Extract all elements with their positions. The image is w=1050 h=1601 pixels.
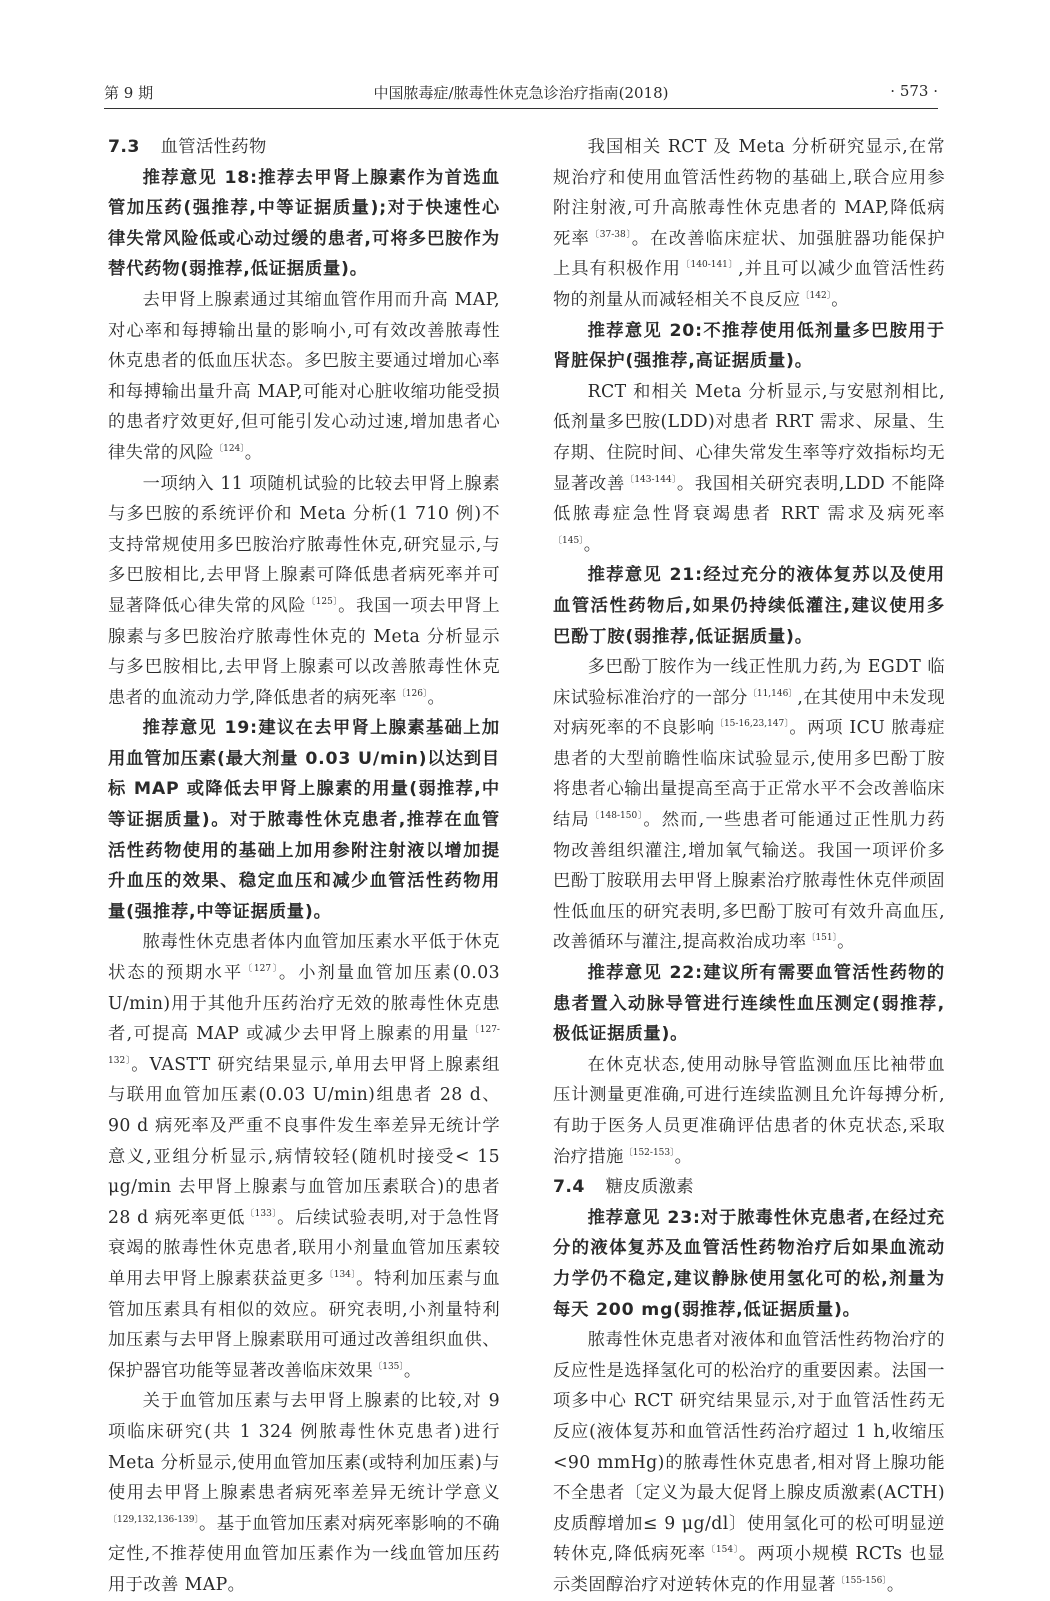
paragraph-text: 。然而,一些患者可能通过正性肌力药物改善组织灌注,增加氧气输送。我国一项评价多巴酚丁胺联用去甲肾上腺素治疗脓毒性休克伴顽固性低血压的研究表明,多巴酚丁胺可有效升高血压,改善循环与灌注,提高救治成功率 — [553, 810, 945, 953]
citation: 〔125〕 — [306, 596, 339, 607]
paragraph-text: 。在改善临床症状、加强脏器功能保护上具有积极作用 — [553, 228, 945, 280]
paragraph-text: 我国相关 RCT 及 Meta 分析研究显示,在常规治疗和使用血管活性药物的基础上,联合应用参附注射液,可升高脓毒性休克患者的 MAP,降低病死率 — [553, 137, 945, 249]
paragraph — [553, 1050, 945, 1172]
citation: 〔135〕 — [373, 1361, 404, 1372]
paragraph-text: 关于血管加压素与去甲肾上腺素的比较,对 9 项临床研究(共 1 324 例脓毒性休克患者)进行 Meta 分析显示,使用血管加压素(或特利加压素)与使用去甲肾上腺素患者病死率差异无统计学意义 — [108, 1391, 500, 1504]
paragraph-text: 。 — [831, 289, 849, 310]
paragraph-text: 。 — [244, 442, 263, 463]
citation: 〔15-16,23,147〕 — [714, 719, 790, 730]
paragraph-text: 。 — [427, 687, 446, 708]
citation: 〔145〕 — [553, 535, 584, 546]
paragraph — [553, 132, 945, 316]
paragraph — [553, 377, 945, 561]
paragraph-text: 脓毒性休克患者体内血管加压素水平低于休克状态的预期水平 — [108, 932, 500, 984]
paragraph-text: 。 — [837, 932, 855, 953]
paragraph-text: ,在其使用中未发现对病死率的不良影响 — [553, 687, 946, 739]
citation: 〔127〕 — [243, 964, 279, 975]
paragraph-text: 。 — [886, 1574, 905, 1595]
paragraph — [108, 469, 500, 714]
recommendation-22: 推荐意见 22:建议所有需要血管活性药物的患者置入动脉导管进行连续性血压测定(弱推荐,极低证据质量)。 — [553, 963, 945, 1045]
section-number: 7.4 — [553, 1177, 585, 1198]
citation: 〔129,132,136-139〕 — [108, 1514, 200, 1525]
issue-label: 第 9 期 — [104, 84, 154, 102]
citation: 〔155-156〕 — [835, 1575, 887, 1586]
paragraph-text: 脓毒性休克患者对液体和血管活性药物治疗的反应性是选择氢化可的松治疗的重要因素。法国一项多中心 RCT 研究结果显示,对于血管活性药无反应(液体复苏和血管活性药治疗超过 1 h,收缩压<90 mmHg)的脓毒性休克患者,相对肾上腺功能不全患者〔定义为最大促肾上腺皮质激素(ACTH)皮质醇增加≤ 9 μg/dl〕使用氢化可的松可明显逆转休克,降低病死率 — [553, 1330, 945, 1565]
paragraph-text: 。 — [583, 534, 602, 555]
right-column — [553, 132, 945, 1601]
section-number: 7.3 — [108, 137, 140, 157]
recommendation-20: 推荐意见 20:不推荐使用低剂量多巴胺用于肾脏保护(强推荐,高证据质量)。 — [553, 320, 945, 372]
paragraph-text: 一项纳入 11 项随机试验的比较去甲肾上腺素与多巴胺的系统评价和 Meta 分析(1 710 例)不支持常规使用多巴胺治疗脓毒性休克,研究显示,与多巴胺相比,去甲肾上腺素可降低患者病死率并可显著降低心律失常的风险 — [108, 473, 500, 616]
paragraph-text: ,并且可以减少血管活性药物的剂量从而减轻相关不良反应 — [553, 259, 946, 310]
journal-title: 中国脓毒症/脓毒性休克急诊治疗指南(2018) — [373, 84, 669, 102]
citation: 〔142〕 — [800, 290, 832, 301]
paragraph-text: 在休克状态,使用动脉导管监测血压比袖带血压计测量更准确,可进行连续监测且允许每搏分析,有助于医务人员更准确评估患者的休克状态,采取治疗措施 — [553, 1054, 945, 1167]
paragraph-text: 。两项 ICU 脓毒症患者的大型前瞻性临床试验显示,使用多巴酚丁胺将患者心输出量提高至高于正常水平不会改善临床结局 — [553, 718, 945, 831]
running-header — [104, 78, 938, 109]
paragraph — [553, 1325, 945, 1600]
citation: 〔152-153〕 — [623, 1147, 675, 1158]
paragraph-text: 。VASTT 研究结果显示,单用去甲肾上腺素组与联用血管加压素(0.03 U/min)组患者 28 d、90 d 病死率及严重不良事件发生率差异无统计学意义,亚组分析显示,病情较轻(随机时接受< 15 μg/min 去甲肾上腺素与血管加压素联合)的患者 28 d 病死率更低 — [108, 1054, 500, 1228]
citation: 〔148-150〕 — [589, 811, 644, 822]
paragraph-text: 。两项小规模 RCTs 也显示类固醇治疗对逆转休克的作用显著 — [553, 1544, 946, 1595]
citation: 〔140-141〕 — [680, 260, 739, 271]
paragraph-text: 。我国相关研究表明,LDD 不能降低脓毒症急性肾衰竭患者 RRT 需求及病死率 — [553, 473, 945, 525]
section-title: 糖皮质激素 — [605, 1177, 694, 1198]
paragraph-text: 。基于血管加压素对病死率影响的不确定性,不推荐使用血管加压素作为一线血管加压药用于改善 MAP。 — [108, 1513, 500, 1595]
recommendation-19: 推荐意见 19:建议在去甲肾上腺素基础上加用血管加压素(最大剂量 0.03 U/min)以达到目标 MAP 或降低去甲肾上腺素的用量(弱推荐,中等证据质量)。对于脓毒性休克患者,推荐在血管活性药物使用的基础上加用参附注射液以增加提升血压的效果、稳定血压和减少血管活性药物用量(强推荐,中等证据质量)。 — [108, 718, 500, 922]
paragraph-text: 。后续试验表明,对于急性肾衰竭的脓毒性休克患者,联用小剂量血管加压素较单用去甲肾上腺素获益更多 — [108, 1207, 500, 1289]
paragraph-text: 。 — [403, 1360, 422, 1381]
citation: 〔134〕 — [324, 1269, 357, 1280]
paragraph-text: 。特利加压素与血管加压素具有相似的效应。研究表明,小剂量特利加压素与去甲肾上腺素联用可通过改善组织血供、保护器官功能等显著改善临床效果 — [108, 1268, 501, 1381]
paragraph-text: RCT 和相关 Meta 分析显示,与安慰剂相比,低剂量多巴胺(LDD)对患者 RRT 需求、尿量、生存期、住院时间、心律失常发生率等疗效指标均无显著改善 — [553, 381, 945, 494]
paragraph — [553, 652, 945, 958]
paragraph — [108, 285, 500, 469]
citation: 〔124〕 — [214, 443, 245, 454]
paragraph — [108, 1386, 500, 1600]
citation: 〔143-144〕 — [625, 474, 677, 485]
citation: 〔133〕 — [245, 1208, 278, 1219]
citation: 〔154〕 — [706, 1545, 739, 1556]
recommendation-23: 推荐意见 23:对于脓毒性休克患者,在经过充分的液体复苏及血管活性药物治疗后如果血流动力学仍不稳定,建议静脉使用氢化可的松,剂量为每天 200 mg(弱推荐,低证据质量)。 — [553, 1207, 945, 1320]
recommendation-18: 推荐意见 18:推荐去甲肾上腺素作为首选血管加压药(强推荐,中等证据质量);对于快速性心律失常风险低或心动过缓的患者,可将多巴胺作为替代药物(弱推荐,低证据质量)。 — [108, 167, 500, 280]
paragraph-text: 。我国一项去甲肾上腺素与多巴胺治疗脓毒性休克的 Meta 分析显示与多巴胺相比,去甲肾上腺素可以改善脓毒性休克患者的血流动力学,降低患者的病死率 — [108, 595, 500, 708]
citation: 〔151〕 — [806, 933, 838, 944]
section-heading-7-3 — [108, 132, 500, 163]
section-title: 血管活性药物 — [160, 137, 267, 157]
citation: 〔126〕 — [396, 688, 428, 699]
paragraph-text: 去甲肾上腺素通过其缩血管作用而升高 MAP,对心率和每搏输出量的影响小,可有效改善脓毒性休克患者的低血压状态。多巴胺主要通过增加心率和每搏输出量升高 MAP,可能对心脏收缩功能受损的患者疗效更好,但可能引发心动过速,增加患者心律失常的风险 — [108, 289, 500, 463]
page-number: · 573 · — [890, 82, 938, 100]
paragraph-text: 。 — [674, 1146, 693, 1167]
paragraph-text: 多巴酚丁胺作为一线正性肌力药,为 EGDT 临床试验标准治疗的一部分 — [553, 657, 945, 708]
paragraph-text: 。小剂量血管加压素(0.03 U/min)用于其他升压药治疗无效的脓毒性休克患者,可提高 MAP 或减少去甲肾上腺素的用量 — [108, 963, 500, 1045]
left-column — [108, 132, 500, 1601]
citation: 〔127-132〕 — [108, 1025, 500, 1066]
citation: 〔11,146〕 — [747, 688, 798, 699]
paragraph — [108, 927, 500, 1386]
recommendation-21: 推荐意见 21:经过充分的液体复苏以及使用血管活性药物后,如果仍持续低灌注,建议使用多巴酚丁胺(弱推荐,低证据质量)。 — [553, 565, 945, 647]
section-heading-7-4 — [553, 1172, 945, 1203]
citation: 〔37-38〕 — [589, 229, 632, 240]
